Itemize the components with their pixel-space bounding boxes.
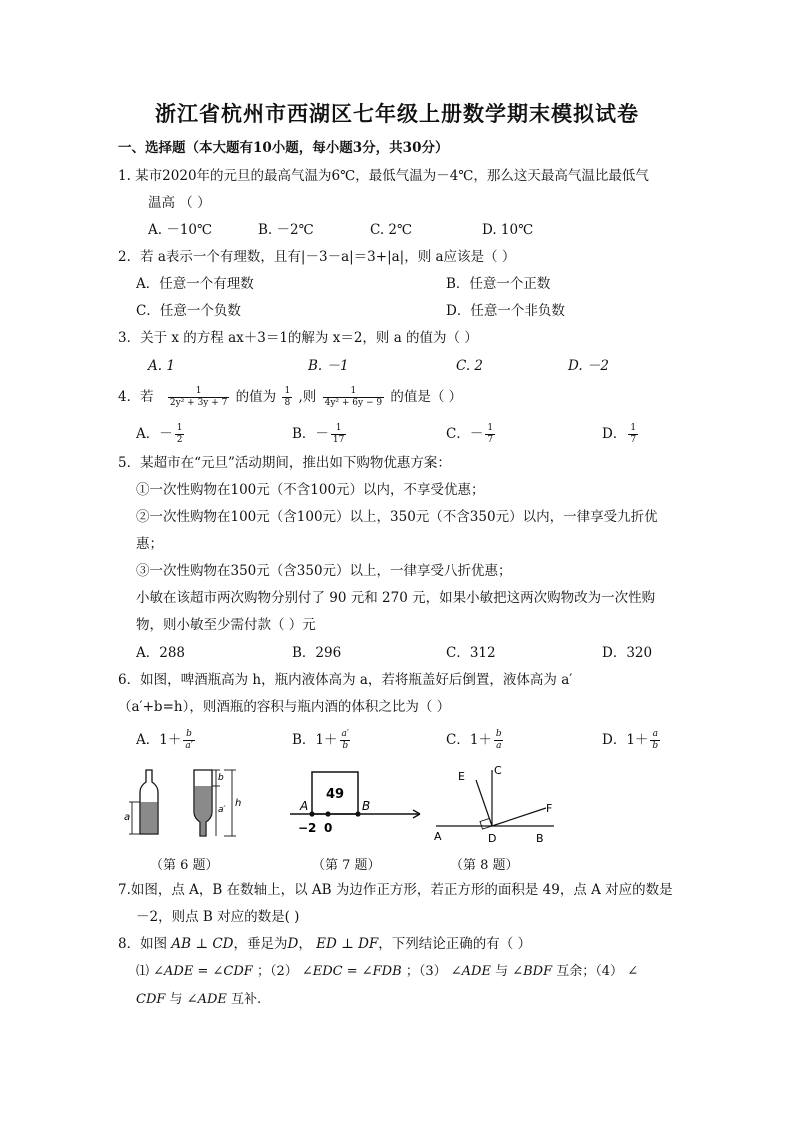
q8-math-d: D — [287, 936, 299, 952]
point-zero-dot — [325, 811, 330, 816]
q8-stem-c: ， — [298, 936, 312, 952]
bottle-inverted-liquid — [195, 786, 212, 836]
q6-option-c-num: b — [495, 729, 502, 739]
q3-option-c: C. 2 — [456, 358, 484, 374]
q5-rule-1: ①一次性购物在100元（不含100元）以内，不享受优惠； — [136, 482, 485, 498]
fig8-label-c: C — [494, 764, 502, 777]
q1-option-a: A. －10℃ — [148, 222, 213, 238]
q6-option-c — [446, 726, 506, 754]
q4-option-d-num: 1 — [630, 423, 637, 433]
q1-option-c: C. 2℃ — [370, 222, 413, 238]
figure-6-caption: （第 6 题） — [150, 858, 219, 873]
q4-fraction-2 — [282, 386, 292, 409]
fig7-area-label: 49 — [326, 787, 345, 802]
q5-option-a: A．288 — [136, 645, 186, 661]
q4-option-a-den: 2 — [176, 435, 183, 445]
q4-frac2-num: 1 — [284, 386, 291, 396]
q5-rule-3: ③一次性购物在350元（含350元）以上，一律享受八折优惠； — [136, 563, 512, 579]
q8-math-1: ∠ADE = ∠CDF — [153, 964, 253, 979]
q4-option-c — [446, 420, 497, 448]
q6-option-a — [136, 726, 197, 754]
q6-option-d-frac — [650, 729, 660, 752]
q6-option-a-frac — [183, 729, 194, 752]
q4-frac3-den: 4y² + 6y − 9 — [324, 398, 383, 408]
q4-option-c-num: 1 — [487, 423, 494, 433]
q4-option-a — [136, 420, 186, 448]
q5-stem: 5．某超市在“元旦”活动期间，推出如下购物优惠方案： — [118, 455, 451, 471]
q8-math-5: ∠ — [627, 964, 639, 979]
q8-math-4: ∠BDF — [512, 964, 553, 979]
q5-option-b: B．296 — [292, 645, 342, 661]
q2-option-a: A．任意一个有理数 — [136, 276, 254, 292]
q4-option-c-frac — [485, 423, 495, 446]
q8-item4-marker: 互余；（4） — [556, 964, 624, 979]
q4-option-d-label: D． — [602, 426, 627, 442]
bottle-upright-liquid — [141, 802, 158, 834]
q1-option-b: B. －2℃ — [258, 222, 314, 238]
q4-option-a-num: 1 — [176, 423, 183, 433]
q6-option-d-num: a — [652, 729, 658, 739]
q5-option-c: C．312 — [446, 645, 496, 661]
q6-option-d — [602, 726, 662, 754]
q4-option-b-num: 1 — [335, 423, 342, 433]
q1-stem-line2: 温高 （ ） — [148, 195, 211, 211]
q4-fraction-3 — [323, 386, 384, 409]
right-angle-mark — [480, 818, 492, 829]
figure-7-caption: （第 7 题） — [312, 858, 381, 873]
q4-mid2: ,则 — [298, 389, 317, 405]
figure-8-angles — [430, 760, 560, 850]
q3-option-b: B. －1 — [308, 358, 349, 374]
q8-and-1: 与 — [495, 964, 509, 979]
q6-option-a-label: A．1＋ — [136, 732, 182, 748]
q4-frac3-num: 1 — [350, 386, 357, 396]
page-title: 浙江省杭州市西湖区七年级上册数学期末模拟试卷 — [155, 101, 639, 126]
fig6-label-a: a — [124, 812, 131, 823]
q8-complement-text: 互补. — [231, 992, 262, 1007]
q6-option-b — [292, 726, 353, 754]
q8-math-7: ∠ADE — [186, 992, 227, 1007]
q4-option-a-label: A．－ — [136, 426, 173, 442]
q8-stem-d: ，下列结论正确的有（ ） — [378, 936, 532, 952]
q4-option-c-den: 7 — [487, 435, 494, 445]
q8-conclusions-line2 — [136, 990, 261, 1010]
q6-option-a-num: b — [186, 729, 192, 739]
fig8-label-b: B — [536, 832, 544, 845]
point-a-dot — [309, 811, 314, 816]
fig6-label-a-prime: a′ — [218, 805, 226, 815]
q8-math-2: ∠EDC = ∠FDB — [301, 964, 402, 979]
fig6-label-b: b — [218, 773, 224, 783]
q7-stem-line1: 7.如图，点 A，B 在数轴上，以 AB 为边作正方形，若正方形的面积是 49，点 A 对应的数是 — [118, 882, 673, 898]
fig7-label-neg2: −2 — [298, 821, 317, 835]
q8-item2-marker: ；（2） — [256, 964, 298, 979]
figure-6-bottles — [118, 762, 278, 842]
q8-math-6: CDF — [136, 992, 166, 1007]
q2-option-b: B．任意一个正数 — [446, 276, 551, 292]
q3-stem: 3．关于 x 的方程 ax＋3＝1的解为 x＝2，则 a 的值为（ ） — [118, 330, 478, 346]
q6-option-a-den: a′ — [185, 741, 193, 751]
q1-stem-line1: 1. 某市2020年的元旦的最高气温为6℃，最低气温为－4℃，那么这天最高气温比最低气 — [118, 168, 649, 184]
q4-frac1-num: 1 — [195, 386, 202, 396]
q8-math-ed-perp-df: ED ⊥ DF — [316, 936, 379, 952]
point-b-dot — [355, 811, 360, 816]
q4-option-c-label: C．－ — [446, 426, 484, 442]
q6-stem-line1: 6．如图，啤酒瓶高为 h，瓶内液体高为 a，若将瓶盖好后倒置，液体高为 a′ — [118, 672, 573, 688]
q4-frac2-den: 8 — [284, 398, 291, 408]
q4-prefix: 4．若 — [118, 389, 154, 405]
q4-stem — [118, 382, 462, 412]
q3-option-a: A. 1 — [148, 358, 175, 374]
q1-option-d: D. 10℃ — [482, 222, 534, 238]
q8-item3-marker: ；（3） — [405, 964, 447, 979]
fig6-label-h: h — [235, 798, 242, 809]
q6-option-d-label: D．1＋ — [602, 732, 649, 748]
q4-option-b-frac — [331, 423, 346, 446]
q4-option-d — [602, 420, 640, 448]
fig8-label-f: F — [546, 802, 553, 815]
q2-option-d: D．任意一个非负数 — [446, 303, 565, 319]
q8-math-3: ∠ADE — [450, 964, 491, 979]
q6-option-b-den: b — [342, 741, 349, 751]
q6-option-c-label: C．1＋ — [446, 732, 492, 748]
q4-suffix: 的值是（ ） — [390, 389, 463, 405]
fig8-label-d: D — [488, 832, 497, 845]
q4-fraction-1 — [168, 386, 229, 409]
q8-stem — [118, 934, 531, 954]
q5-option-d: D．320 — [602, 645, 653, 661]
section-heading: 一、选择题（本大题有10小题，每小题3分，共30分） — [118, 140, 449, 156]
q4-option-b-label: B．－ — [292, 426, 329, 442]
q5-rule-2a: ②一次性购物在100元（含100元）以上，350元（不含350元）以内，一律享受九折优 — [136, 509, 658, 525]
q8-math-ab-perp-cd: AB ⊥ CD — [171, 936, 234, 952]
q4-option-a-frac — [175, 423, 185, 446]
q4-frac1-den: 2y² + 3y + 7 — [169, 398, 228, 408]
q6-option-b-num: a′ — [341, 729, 349, 739]
q4-option-b-den: 17 — [332, 435, 345, 445]
q6-option-d-den: b — [652, 741, 659, 751]
q8-and-2: 与 — [169, 992, 183, 1007]
q6-option-c-den: a — [496, 741, 502, 751]
q2-stem: 2．若 a表示一个有理数，且有|－3－a|＝3+|a|，则 a应该是（ ） — [118, 249, 516, 265]
q2-option-c: C．任意一个负数 — [136, 303, 241, 319]
q6-stem-line2: （a′+b=h），则酒瓶的容积与瓶内酒的体积之比为（ ） — [118, 699, 451, 715]
q6-option-b-label: B．1＋ — [292, 732, 338, 748]
q4-option-d-den: 7 — [630, 435, 637, 445]
fig8-label-e: E — [458, 770, 465, 783]
q5-rule-2b: 惠； — [136, 536, 163, 552]
line-df — [492, 808, 546, 826]
q5-question-b: 物，则小敏至少需付款（ ）元 — [136, 617, 316, 633]
fig7-label-b: B — [362, 799, 371, 813]
q6-option-c-frac — [494, 729, 504, 752]
q4-mid1: 的值为 — [235, 389, 277, 405]
q6-option-b-frac — [340, 729, 351, 752]
fig8-label-a: A — [434, 830, 442, 843]
figure-7-square — [286, 766, 426, 842]
q8-stem-a: 8．如图 — [118, 936, 168, 952]
q7-stem-line2: －2，则点 B 对应的数是( ) — [136, 909, 300, 925]
fig7-label-a: A — [300, 799, 309, 813]
q3-option-d: D. －2 — [568, 358, 610, 374]
q4-option-b — [292, 420, 348, 448]
q8-stem-b: ，垂足为 — [233, 936, 288, 952]
q4-option-d-frac — [628, 423, 638, 446]
fig7-label-zero: 0 — [324, 821, 333, 835]
q8-conclusions-line1 — [136, 962, 638, 982]
q8-item1-marker: ⑴ — [136, 964, 150, 979]
figure-8-caption: （第 8 题） — [450, 858, 519, 873]
q5-question-a: 小敏在该超市两次购物分别付了 90 元和 270 元，如果小敏把这两次购物改为一次性购 — [136, 590, 656, 606]
